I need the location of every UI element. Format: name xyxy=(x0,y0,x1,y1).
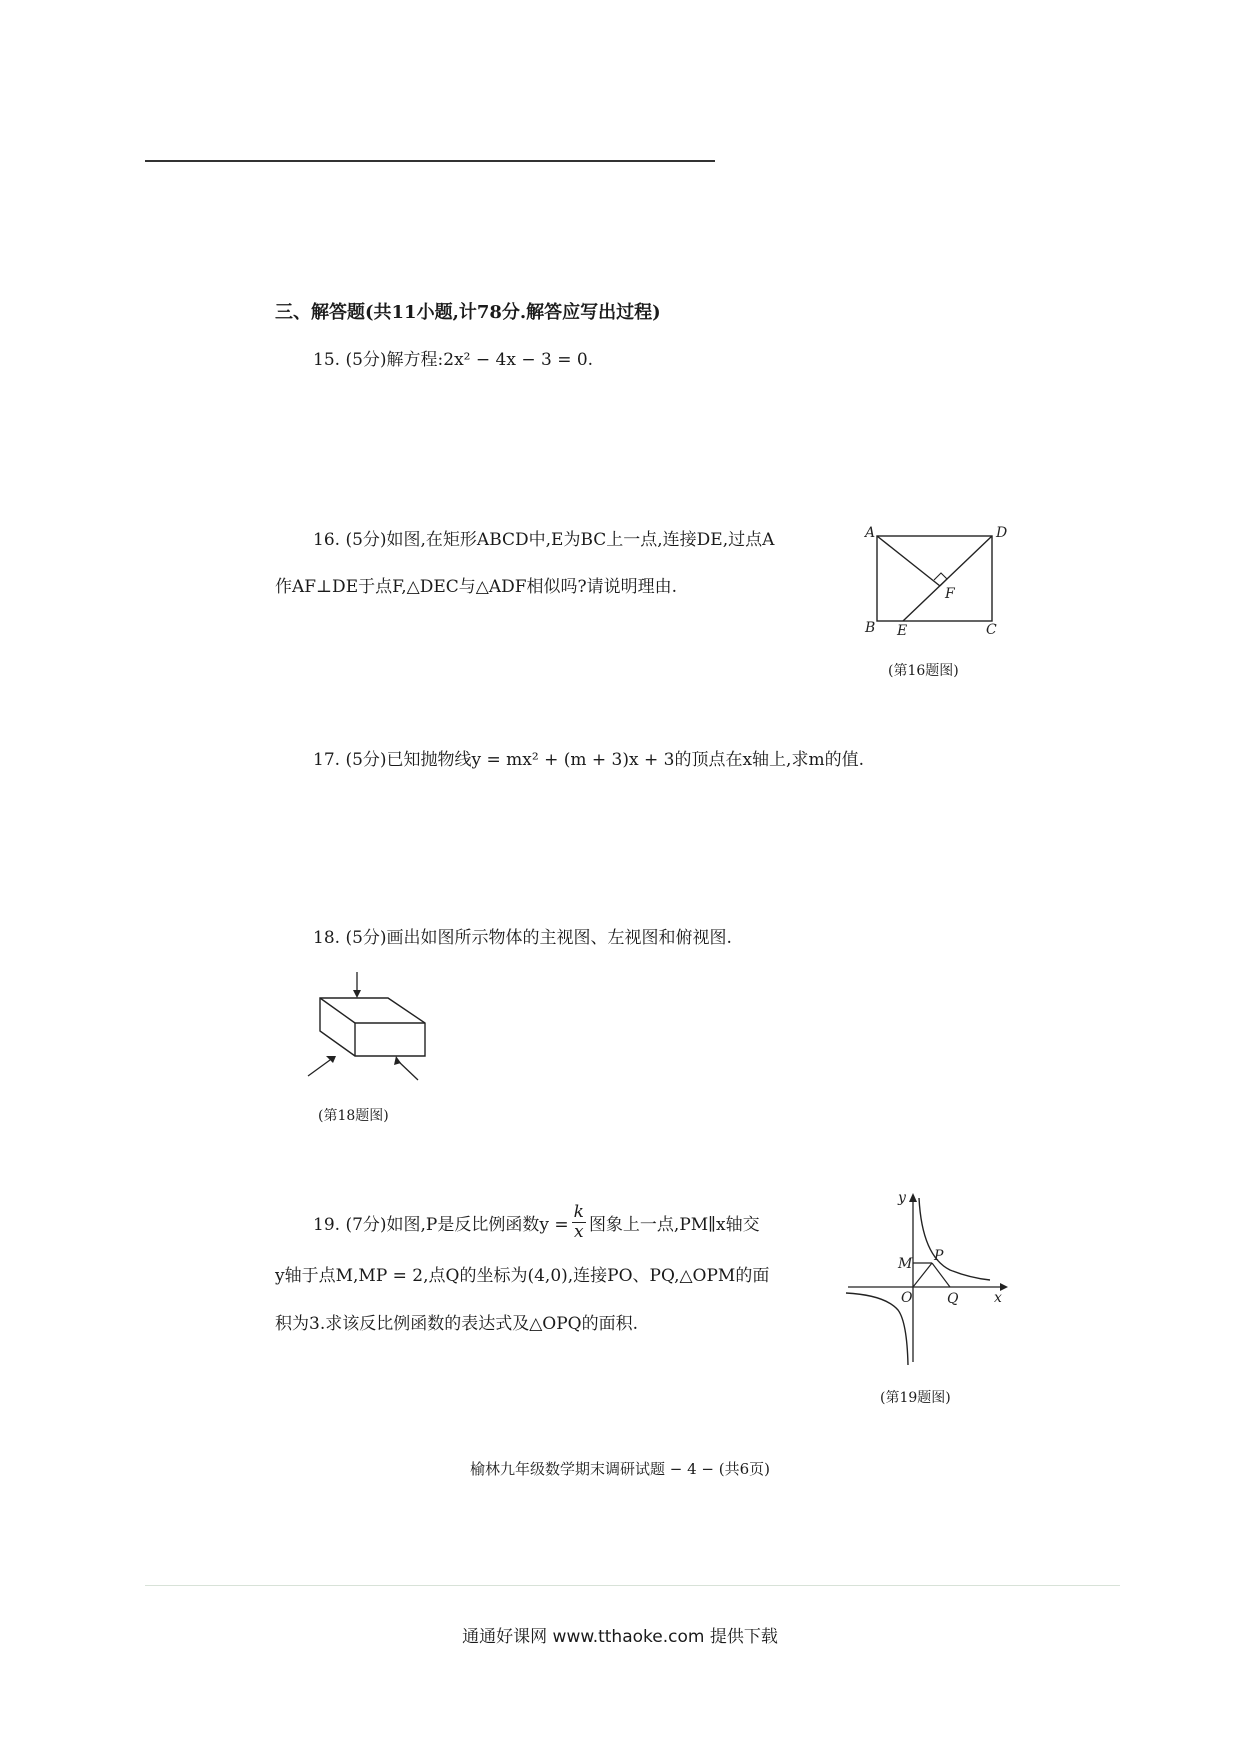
question-18: 18. (5分)画出如图所示物体的主视图、左视图和俯视图. xyxy=(313,928,732,948)
figure-19-graph xyxy=(840,1190,1010,1370)
hyperbola-branch-1 xyxy=(919,1198,990,1280)
fraction-denominator: x xyxy=(573,1222,584,1242)
label-a: A xyxy=(865,525,876,541)
question-19-line-1-post: 图象上一点,PM∥x轴交 xyxy=(588,1215,760,1235)
question-17: 17. (5分)已知抛物线y = mx² + (m + 3)x + 3的顶点在x轴上,求m的值. xyxy=(313,750,864,770)
solid-outline xyxy=(320,998,425,1056)
figure-18-solid xyxy=(300,968,440,1088)
fraction-k-over-x xyxy=(572,1204,586,1241)
segment-pq xyxy=(932,1263,950,1287)
label-p: P xyxy=(934,1248,944,1264)
rectangle-abcd xyxy=(877,536,992,621)
site-footer: 通通好课网 www.tthaoke.com 提供下载 xyxy=(462,1627,778,1647)
bottom-rule xyxy=(145,1585,1120,1586)
label-x: x xyxy=(994,1290,1002,1306)
question-19-line-1 xyxy=(313,1202,760,1244)
solid-edge-1 xyxy=(320,998,355,1023)
label-e: E xyxy=(897,623,908,639)
left-view-arrow xyxy=(398,1061,418,1080)
question-15: 15. (5分)解方程:2x² − 4x − 3 = 0. xyxy=(313,350,594,370)
segment-af xyxy=(877,536,940,586)
hyperbola-branch-3 xyxy=(846,1293,908,1365)
fraction-numerator: k xyxy=(573,1202,584,1222)
label-q: Q xyxy=(947,1291,959,1307)
figure-18-caption: (第18题图) xyxy=(318,1108,389,1124)
question-19-line-1-pre: 19. (7分)如图,P是反比例函数y = xyxy=(313,1215,569,1235)
top-view-arrowhead xyxy=(353,990,361,998)
figure-19-caption: (第19题图) xyxy=(880,1390,951,1406)
segment-po xyxy=(913,1263,932,1287)
label-d: D xyxy=(996,525,1008,541)
figure-16-caption: (第16题图) xyxy=(888,663,959,679)
page-footer: 榆林九年级数学期末调研试题 − 4 − (共6页) xyxy=(469,1460,770,1478)
front-view-arrow xyxy=(308,1060,330,1076)
section-title: 三、解答题(共11小题,计78分.解答应写出过程) xyxy=(275,302,661,323)
question-16-line-1: 16. (5分)如图,在矩形ABCD中,E为BC上一点,连接DE,过点A xyxy=(313,530,775,550)
y-axis-arrow xyxy=(909,1193,917,1202)
label-o: O xyxy=(901,1290,913,1306)
label-b: B xyxy=(865,620,876,636)
segment-de xyxy=(903,536,992,621)
label-m: M xyxy=(898,1256,913,1272)
question-16-line-2: 作AF⊥DE于点F,△DEC与△ADF相似吗?请说明理由. xyxy=(275,577,678,597)
question-19-line-2: y轴于点M,MP = 2,点Q的坐标为(4,0),连接PO、PQ,△OPM的面 xyxy=(275,1266,770,1286)
right-angle-mark xyxy=(934,573,947,586)
label-c: C xyxy=(986,622,997,638)
top-rule xyxy=(145,160,715,162)
label-y: y xyxy=(898,1190,906,1206)
question-19-line-3: 积为3.求该反比例函数的表达式及△OPQ的面积. xyxy=(275,1314,639,1334)
figure-16-rectangle xyxy=(855,520,1015,645)
label-f: F xyxy=(945,586,955,602)
